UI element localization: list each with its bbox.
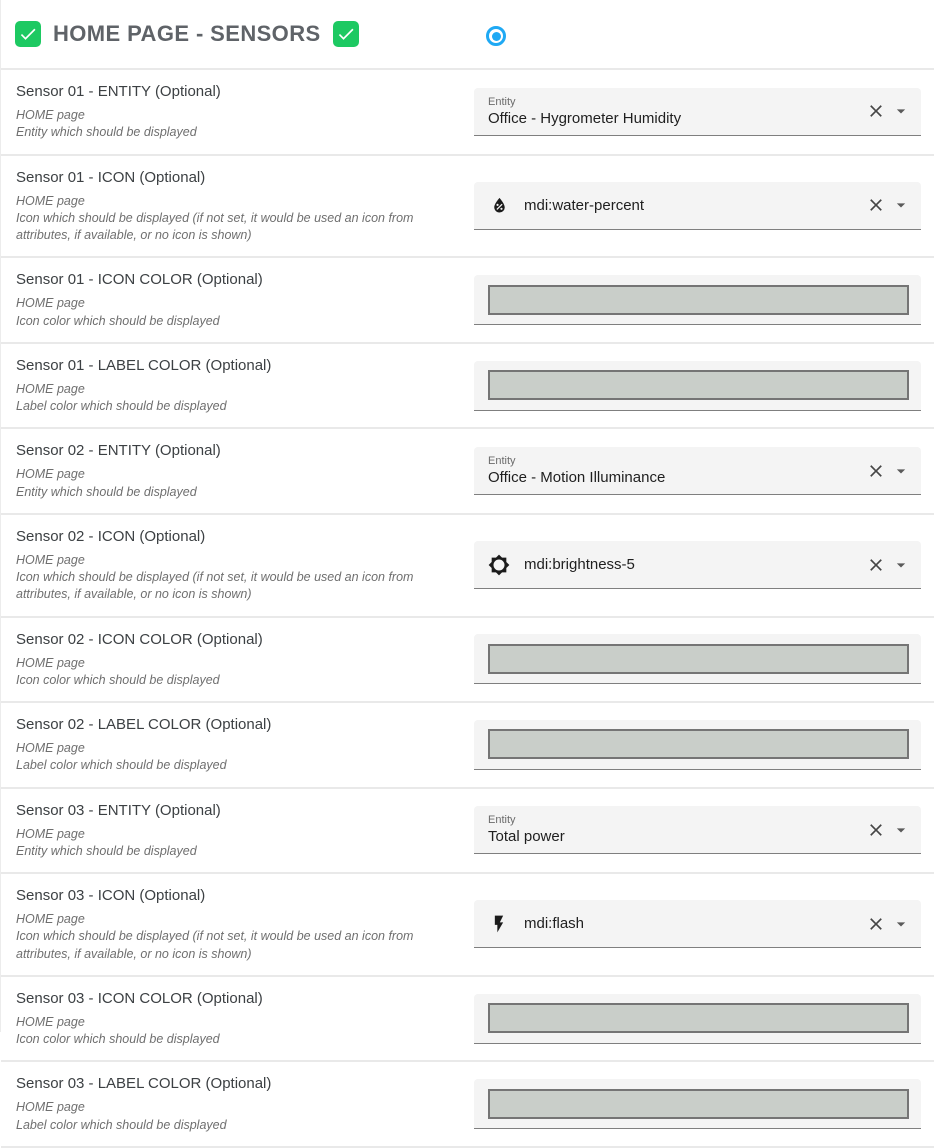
setting-description: Icon which should be displayed (if not set, it would be used an icon from attributes, if available, or no icon is shown) [16, 210, 414, 242]
section-checkbox-left[interactable] [15, 21, 41, 47]
setting-title: Sensor 02 - ICON COLOR (Optional) [16, 630, 263, 648]
setting-control [474, 618, 921, 702]
sensor02-label-color-input[interactable] [488, 729, 909, 759]
color-field-wrapper [474, 361, 921, 411]
setting-control [474, 156, 921, 257]
sensor01-icon-color-input[interactable] [488, 285, 909, 315]
setting-page-label: HOME page [16, 193, 85, 208]
settings-row-sensor03-label-color [1, 1062, 934, 1148]
setting-control [474, 703, 921, 787]
setting-control [474, 874, 921, 975]
sensor02-icon-select[interactable] [474, 541, 921, 589]
setting-text [1, 703, 474, 787]
setting-description: Label color which should be displayed [16, 1117, 227, 1132]
setting-page-label: HOME page [16, 296, 85, 311]
setting-description: Icon color which should be displayed [16, 313, 220, 328]
setting-title: Sensor 02 - LABEL COLOR (Optional) [16, 716, 272, 733]
section-checkbox-right[interactable] [333, 21, 359, 47]
color-field-wrapper [474, 994, 921, 1044]
setting-title: Sensor 03 - ENTITY (Optional) [16, 801, 221, 819]
settings-row-sensor03-entity [1, 789, 934, 875]
setting-control [474, 70, 921, 154]
setting-text [1, 874, 474, 975]
field-value: Total power [488, 828, 565, 846]
setting-description: Icon which should be displayed (if not set, it would be used an icon from attributes, if available, or no icon is shown) [16, 929, 414, 961]
page-title: HOME PAGE - SENSORS [53, 21, 321, 46]
color-field-wrapper [474, 634, 921, 684]
sensor01-icon-select[interactable] [474, 182, 921, 230]
setting-text [1, 1062, 474, 1146]
section-header [1, 0, 934, 70]
field-value: mdi:flash [524, 915, 585, 933]
setting-control [474, 429, 921, 513]
radio-button-selected[interactable] [486, 26, 506, 46]
clear-icon[interactable] [863, 192, 889, 218]
check-icon [336, 24, 356, 44]
chevron-down-icon[interactable] [889, 818, 913, 842]
brightness-icon [488, 554, 510, 576]
settings-row-sensor03-icon-color [1, 977, 934, 1063]
setting-control [474, 515, 921, 616]
sensor03-icon-select[interactable] [474, 900, 921, 948]
chevron-down-icon[interactable] [889, 99, 913, 123]
setting-title: Sensor 01 - ENTITY (Optional) [16, 83, 221, 100]
color-field-wrapper [474, 720, 921, 770]
setting-page-label: HOME page [16, 655, 85, 670]
setting-control [474, 258, 921, 342]
setting-page-label: HOME page [16, 381, 85, 396]
chevron-down-icon[interactable] [889, 553, 913, 577]
setting-page-label: HOME page [16, 1100, 85, 1115]
field-floating-label: Entity [488, 814, 516, 827]
setting-page-label: HOME page [16, 741, 85, 755]
setting-control [474, 1062, 921, 1146]
setting-control [474, 977, 921, 1061]
settings-row-sensor02-icon [1, 515, 934, 618]
water-percent-icon [488, 195, 510, 216]
field-floating-label: Entity [488, 455, 516, 467]
color-field-wrapper [474, 275, 921, 325]
sensor02-entity-select[interactable] [474, 447, 921, 495]
field-value: mdi:brightness-5 [524, 556, 635, 574]
setting-description: Icon color which should be displayed [16, 1032, 220, 1046]
setting-text [1, 156, 474, 257]
flash-icon [488, 914, 510, 934]
setting-description: Label color which should be displayed [16, 758, 227, 773]
select-texts [488, 814, 565, 845]
field-floating-label: Entity [488, 95, 516, 108]
settings-row-sensor02-icon-color [1, 618, 934, 704]
setting-description: Icon which should be displayed (if not set, it would be used an icon from attributes, if available, or no icon is shown) [16, 570, 414, 602]
field-value: Office - Motion Illuminance [488, 469, 666, 486]
setting-page-label: HOME page [16, 912, 85, 926]
sensor01-entity-select[interactable] [474, 88, 921, 136]
sensor03-icon-color-input[interactable] [488, 1003, 909, 1033]
setting-text [1, 258, 474, 342]
sensor02-icon-color-input[interactable] [488, 644, 909, 674]
clear-icon[interactable] [863, 98, 889, 124]
setting-title: Sensor 01 - LABEL COLOR (Optional) [16, 356, 272, 374]
settings-row-sensor02-entity [1, 429, 934, 515]
setting-title: Sensor 01 - ICON (Optional) [16, 168, 206, 186]
settings-row-sensor02-label-color [1, 703, 934, 789]
setting-text [1, 515, 474, 616]
setting-control [474, 344, 921, 428]
sensor03-label-color-input[interactable] [488, 1089, 909, 1119]
setting-text [1, 344, 474, 428]
settings-row-sensor03-icon [1, 874, 934, 977]
clear-icon[interactable] [863, 817, 889, 843]
setting-description: Entity which should be displayed [16, 843, 197, 858]
settings-row-sensor01-entity [1, 70, 934, 156]
setting-text [1, 618, 474, 702]
radio-dot [492, 32, 501, 41]
setting-title: Sensor 03 - ICON COLOR (Optional) [16, 989, 263, 1007]
field-value: Office - Hygrometer Humidity [488, 109, 682, 127]
clear-icon[interactable] [863, 911, 889, 937]
setting-title: Sensor 01 - ICON COLOR (Optional) [16, 271, 263, 289]
clear-icon[interactable] [863, 458, 889, 484]
setting-text [1, 429, 474, 513]
select-texts [488, 96, 681, 127]
setting-page-label: HOME page [16, 826, 85, 841]
chevron-down-icon[interactable] [889, 193, 913, 217]
setting-description: Entity which should be displayed [16, 125, 197, 140]
settings-row-sensor01-icon-color [1, 258, 934, 344]
setting-description: Icon color which should be displayed [16, 672, 220, 687]
check-icon [18, 24, 38, 44]
chevron-down-icon[interactable] [889, 459, 913, 483]
chevron-down-icon[interactable] [889, 912, 913, 936]
sensor03-entity-select[interactable] [474, 806, 921, 854]
setting-text [1, 977, 474, 1061]
setting-page-label: HOME page [16, 108, 85, 122]
sensor01-label-color-input[interactable] [488, 370, 909, 400]
setting-page-label: HOME page [16, 467, 85, 482]
select-texts [488, 455, 665, 486]
settings-row-sensor01-label-color [1, 344, 934, 430]
setting-description: Entity which should be displayed [16, 484, 197, 499]
settings-row-sensor01-icon [1, 156, 934, 259]
field-value: mdi:water-percent [524, 196, 645, 214]
setting-title: Sensor 02 - ENTITY (Optional) [16, 442, 221, 460]
setting-control [474, 789, 921, 873]
setting-page-label: HOME page [16, 552, 85, 567]
setting-description: Label color which should be displayed [16, 399, 227, 413]
setting-title: Sensor 03 - ICON (Optional) [16, 887, 206, 904]
setting-page-label: HOME page [16, 1014, 85, 1029]
color-field-wrapper [474, 1079, 921, 1129]
setting-title: Sensor 02 - ICON (Optional) [16, 527, 206, 545]
clear-icon[interactable] [863, 552, 889, 578]
setting-title: Sensor 03 - LABEL COLOR (Optional) [16, 1075, 272, 1093]
setting-text [1, 70, 474, 154]
setting-text [1, 789, 474, 873]
